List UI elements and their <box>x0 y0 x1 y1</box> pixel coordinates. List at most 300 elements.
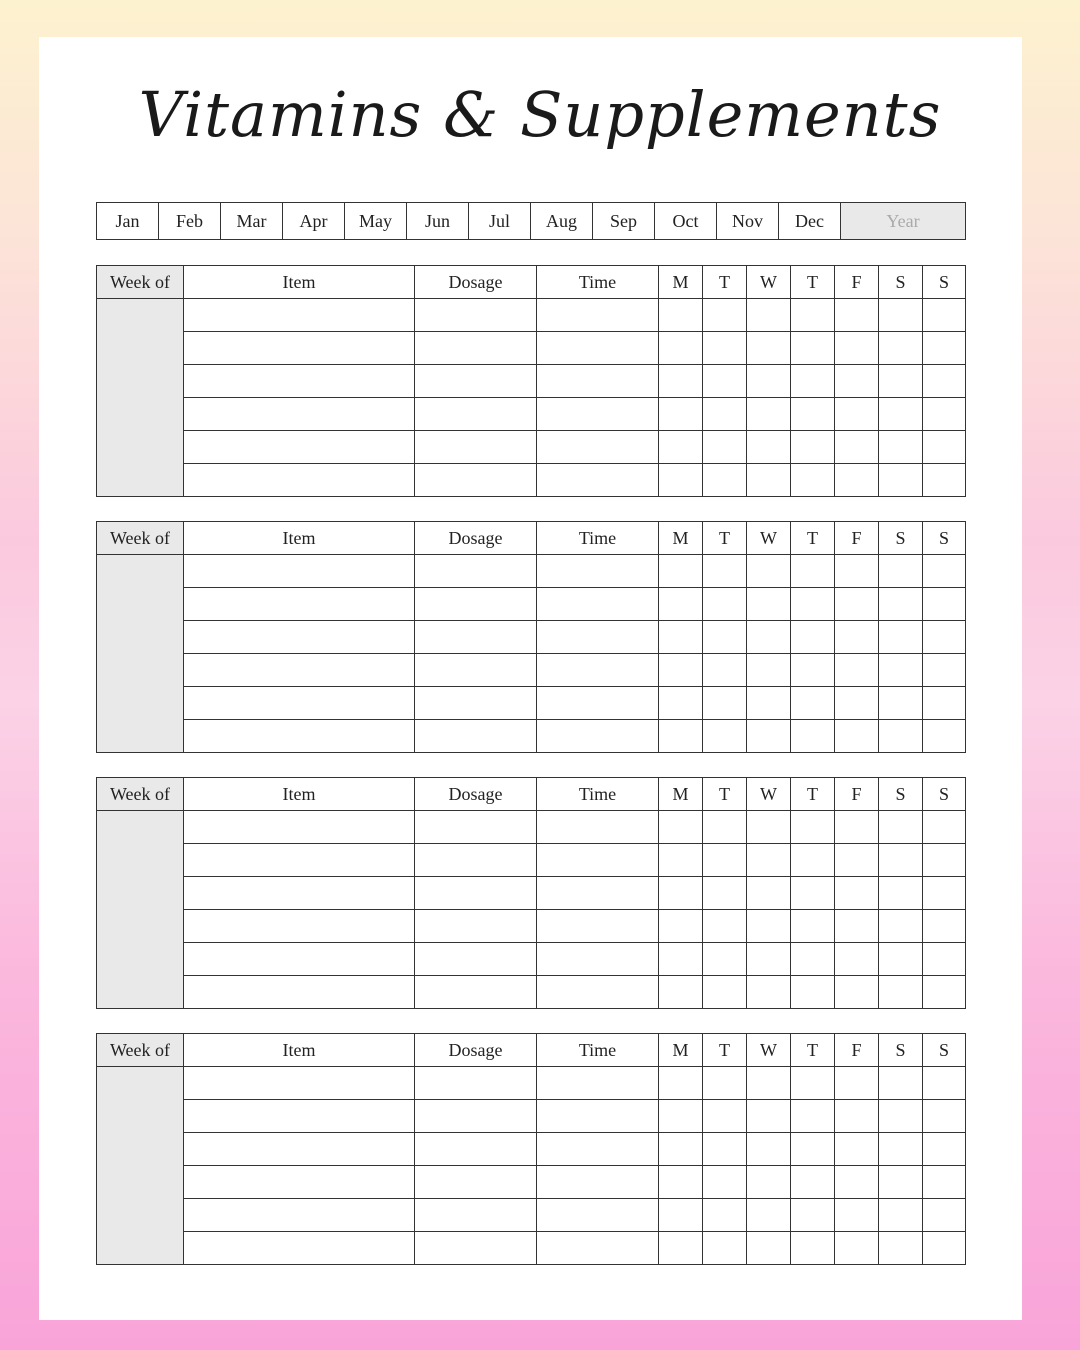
friday-check-cell[interactable] <box>835 910 879 943</box>
friday-check-cell[interactable] <box>835 844 879 877</box>
thursday-header: T <box>791 778 835 811</box>
table-row <box>97 621 966 654</box>
sunday-check-cell[interactable] <box>923 1133 966 1166</box>
dosage-cell[interactable] <box>415 943 537 976</box>
monday-check-cell[interactable] <box>659 943 703 976</box>
friday-check-cell[interactable] <box>835 687 879 720</box>
saturday-header: S <box>879 522 923 555</box>
time-cell[interactable] <box>537 431 659 464</box>
sunday-check-cell[interactable] <box>923 332 966 365</box>
saturday-check-cell[interactable] <box>879 431 923 464</box>
time-cell[interactable] <box>537 1166 659 1199</box>
thursday-check-cell[interactable] <box>791 431 835 464</box>
dosage-cell[interactable] <box>415 687 537 720</box>
monday-header: M <box>659 1034 703 1067</box>
time-cell[interactable] <box>537 877 659 910</box>
item-cell[interactable] <box>184 1232 415 1265</box>
saturday-check-cell[interactable] <box>879 365 923 398</box>
dosage-cell[interactable] <box>415 332 537 365</box>
monday-check-cell[interactable] <box>659 332 703 365</box>
table-row <box>97 398 966 431</box>
item-cell[interactable] <box>184 910 415 943</box>
monday-check-cell[interactable] <box>659 654 703 687</box>
monday-check-cell[interactable] <box>659 1166 703 1199</box>
week-of-field[interactable] <box>97 1067 184 1265</box>
monday-check-cell[interactable] <box>659 398 703 431</box>
thursday-check-cell[interactable] <box>791 555 835 588</box>
saturday-check-cell[interactable] <box>879 1133 923 1166</box>
time-cell[interactable] <box>537 1133 659 1166</box>
friday-header: F <box>835 522 879 555</box>
item-cell[interactable] <box>184 299 415 332</box>
friday-check-cell[interactable] <box>835 1199 879 1232</box>
sunday-check-cell[interactable] <box>923 910 966 943</box>
saturday-check-cell[interactable] <box>879 1232 923 1265</box>
month-aug[interactable]: Aug <box>531 203 593 240</box>
dosage-cell[interactable] <box>415 1133 537 1166</box>
monday-check-cell[interactable] <box>659 811 703 844</box>
thursday-check-cell[interactable] <box>791 1232 835 1265</box>
monday-check-cell[interactable] <box>659 1067 703 1100</box>
time-cell[interactable] <box>537 1067 659 1100</box>
saturday-check-cell[interactable] <box>879 910 923 943</box>
thursday-check-cell[interactable] <box>791 588 835 621</box>
sunday-check-cell[interactable] <box>923 943 966 976</box>
dosage-cell[interactable] <box>415 811 537 844</box>
thursday-check-cell[interactable] <box>791 877 835 910</box>
time-cell[interactable] <box>537 654 659 687</box>
friday-check-cell[interactable] <box>835 720 879 753</box>
item-cell[interactable] <box>184 877 415 910</box>
saturday-header: S <box>879 778 923 811</box>
thursday-check-cell[interactable] <box>791 943 835 976</box>
item-cell[interactable] <box>184 555 415 588</box>
week-of-header: Week of <box>97 522 184 555</box>
saturday-check-cell[interactable] <box>879 299 923 332</box>
sunday-check-cell[interactable] <box>923 654 966 687</box>
tuesday-check-cell[interactable] <box>703 811 747 844</box>
month-feb[interactable]: Feb <box>159 203 221 240</box>
time-header: Time <box>537 266 659 299</box>
time-cell[interactable] <box>537 588 659 621</box>
tuesday-check-cell[interactable] <box>703 687 747 720</box>
thursday-check-cell[interactable] <box>791 398 835 431</box>
item-cell[interactable] <box>184 1199 415 1232</box>
table-row <box>97 365 966 398</box>
wednesday-check-cell[interactable] <box>747 1232 791 1265</box>
item-cell[interactable] <box>184 687 415 720</box>
time-cell[interactable] <box>537 844 659 877</box>
dosage-cell[interactable] <box>415 398 537 431</box>
sunday-check-cell[interactable] <box>923 398 966 431</box>
saturday-check-cell[interactable] <box>879 1100 923 1133</box>
item-cell[interactable] <box>184 588 415 621</box>
sunday-check-cell[interactable] <box>923 687 966 720</box>
saturday-check-cell[interactable] <box>879 943 923 976</box>
monday-header: M <box>659 266 703 299</box>
friday-check-cell[interactable] <box>835 464 879 497</box>
monday-check-cell[interactable] <box>659 687 703 720</box>
thursday-check-cell[interactable] <box>791 464 835 497</box>
dosage-cell[interactable] <box>415 1067 537 1100</box>
monday-check-cell[interactable] <box>659 588 703 621</box>
sunday-check-cell[interactable] <box>923 588 966 621</box>
sunday-header: S <box>923 778 966 811</box>
monday-header: M <box>659 522 703 555</box>
month-dec[interactable]: Dec <box>779 203 841 240</box>
friday-check-cell[interactable] <box>835 588 879 621</box>
tuesday-check-cell[interactable] <box>703 976 747 1009</box>
time-cell[interactable] <box>537 621 659 654</box>
wednesday-check-cell[interactable] <box>747 976 791 1009</box>
tuesday-check-cell[interactable] <box>703 910 747 943</box>
sunday-header: S <box>923 1034 966 1067</box>
tuesday-check-cell[interactable] <box>703 1067 747 1100</box>
tuesday-check-cell[interactable] <box>703 877 747 910</box>
friday-check-cell[interactable] <box>835 943 879 976</box>
monday-check-cell[interactable] <box>659 365 703 398</box>
item-cell[interactable] <box>184 1067 415 1100</box>
monday-check-cell[interactable] <box>659 844 703 877</box>
dosage-cell[interactable] <box>415 365 537 398</box>
friday-check-cell[interactable] <box>835 555 879 588</box>
saturday-check-cell[interactable] <box>879 332 923 365</box>
monday-check-cell[interactable] <box>659 1100 703 1133</box>
saturday-check-cell[interactable] <box>879 1166 923 1199</box>
wednesday-check-cell[interactable] <box>747 1133 791 1166</box>
sunday-check-cell[interactable] <box>923 555 966 588</box>
wednesday-check-cell[interactable] <box>747 588 791 621</box>
table-row <box>97 431 966 464</box>
thursday-check-cell[interactable] <box>791 844 835 877</box>
sunday-check-cell[interactable] <box>923 811 966 844</box>
dosage-header: Dosage <box>415 522 537 555</box>
item-cell[interactable] <box>184 398 415 431</box>
week-of-field[interactable] <box>97 299 184 497</box>
item-cell[interactable] <box>184 332 415 365</box>
wednesday-check-cell[interactable] <box>747 910 791 943</box>
thursday-check-cell[interactable] <box>791 365 835 398</box>
thursday-check-cell[interactable] <box>791 910 835 943</box>
time-cell[interactable] <box>537 398 659 431</box>
monday-check-cell[interactable] <box>659 464 703 497</box>
wednesday-check-cell[interactable] <box>747 1067 791 1100</box>
week-of-header: Week of <box>97 266 184 299</box>
dosage-cell[interactable] <box>415 588 537 621</box>
time-cell[interactable] <box>537 720 659 753</box>
monday-check-cell[interactable] <box>659 621 703 654</box>
thursday-check-cell[interactable] <box>791 654 835 687</box>
item-cell[interactable] <box>184 844 415 877</box>
friday-check-cell[interactable] <box>835 654 879 687</box>
saturday-check-cell[interactable] <box>879 398 923 431</box>
tuesday-check-cell[interactable] <box>703 1232 747 1265</box>
week-of-field[interactable] <box>97 555 184 753</box>
tuesday-check-cell[interactable] <box>703 1199 747 1232</box>
friday-check-cell[interactable] <box>835 1100 879 1133</box>
thursday-check-cell[interactable] <box>791 687 835 720</box>
year-field[interactable]: Year <box>841 203 966 240</box>
friday-check-cell[interactable] <box>835 811 879 844</box>
wednesday-check-cell[interactable] <box>747 1100 791 1133</box>
monday-check-cell[interactable] <box>659 431 703 464</box>
time-cell[interactable] <box>537 1199 659 1232</box>
dosage-cell[interactable] <box>415 464 537 497</box>
month-oct[interactable]: Oct <box>655 203 717 240</box>
sunday-check-cell[interactable] <box>923 464 966 497</box>
tuesday-check-cell[interactable] <box>703 398 747 431</box>
item-cell[interactable] <box>184 1133 415 1166</box>
table-row <box>97 1199 966 1232</box>
month-jun[interactable]: Jun <box>407 203 469 240</box>
wednesday-check-cell[interactable] <box>747 1199 791 1232</box>
sunday-check-cell[interactable] <box>923 877 966 910</box>
wednesday-check-cell[interactable] <box>747 654 791 687</box>
tuesday-check-cell[interactable] <box>703 588 747 621</box>
sunday-check-cell[interactable] <box>923 621 966 654</box>
wednesday-check-cell[interactable] <box>747 877 791 910</box>
tuesday-check-cell[interactable] <box>703 332 747 365</box>
table-row <box>97 464 966 497</box>
monday-check-cell[interactable] <box>659 299 703 332</box>
wednesday-header: W <box>747 522 791 555</box>
tuesday-header: T <box>703 266 747 299</box>
tracker-header-row <box>97 778 966 811</box>
item-cell[interactable] <box>184 1100 415 1133</box>
dosage-cell[interactable] <box>415 1232 537 1265</box>
sunday-check-cell[interactable] <box>923 1100 966 1133</box>
thursday-check-cell[interactable] <box>791 811 835 844</box>
thursday-check-cell[interactable] <box>791 621 835 654</box>
dosage-cell[interactable] <box>415 431 537 464</box>
saturday-check-cell[interactable] <box>879 976 923 1009</box>
wednesday-check-cell[interactable] <box>747 332 791 365</box>
sunday-check-cell[interactable] <box>923 299 966 332</box>
table-row <box>97 1100 966 1133</box>
saturday-check-cell[interactable] <box>879 1067 923 1100</box>
item-cell[interactable] <box>184 720 415 753</box>
friday-check-cell[interactable] <box>835 976 879 1009</box>
item-header: Item <box>184 266 415 299</box>
tracker-table-4 <box>96 1033 966 1265</box>
item-cell[interactable] <box>184 621 415 654</box>
time-cell[interactable] <box>537 555 659 588</box>
month-selector <box>96 202 966 240</box>
item-cell[interactable] <box>184 976 415 1009</box>
dosage-cell[interactable] <box>415 910 537 943</box>
wednesday-check-cell[interactable] <box>747 431 791 464</box>
tuesday-check-cell[interactable] <box>703 1166 747 1199</box>
thursday-header: T <box>791 1034 835 1067</box>
wednesday-check-cell[interactable] <box>747 811 791 844</box>
item-cell[interactable] <box>184 431 415 464</box>
table-row <box>97 555 966 588</box>
saturday-check-cell[interactable] <box>879 811 923 844</box>
dosage-cell[interactable] <box>415 1100 537 1133</box>
table-row <box>97 943 966 976</box>
tuesday-check-cell[interactable] <box>703 299 747 332</box>
wednesday-header: W <box>747 778 791 811</box>
wednesday-check-cell[interactable] <box>747 720 791 753</box>
thursday-check-cell[interactable] <box>791 720 835 753</box>
sunday-check-cell[interactable] <box>923 1199 966 1232</box>
time-cell[interactable] <box>537 943 659 976</box>
month-nov[interactable]: Nov <box>717 203 779 240</box>
sunday-check-cell[interactable] <box>923 1166 966 1199</box>
month-may[interactable]: May <box>345 203 407 240</box>
time-cell[interactable] <box>537 910 659 943</box>
tuesday-header: T <box>703 522 747 555</box>
dosage-cell[interactable] <box>415 621 537 654</box>
time-cell[interactable] <box>537 332 659 365</box>
thursday-check-cell[interactable] <box>791 1100 835 1133</box>
saturday-check-cell[interactable] <box>879 654 923 687</box>
month-jan[interactable]: Jan <box>97 203 159 240</box>
monday-check-cell[interactable] <box>659 1133 703 1166</box>
wednesday-check-cell[interactable] <box>747 844 791 877</box>
wednesday-check-cell[interactable] <box>747 943 791 976</box>
sunday-check-cell[interactable] <box>923 1067 966 1100</box>
time-cell[interactable] <box>537 299 659 332</box>
item-cell[interactable] <box>184 811 415 844</box>
saturday-check-cell[interactable] <box>879 1199 923 1232</box>
monday-check-cell[interactable] <box>659 976 703 1009</box>
wednesday-check-cell[interactable] <box>747 365 791 398</box>
table-row <box>97 1067 966 1100</box>
friday-check-cell[interactable] <box>835 398 879 431</box>
tuesday-check-cell[interactable] <box>703 1100 747 1133</box>
time-cell[interactable] <box>537 1100 659 1133</box>
tuesday-check-cell[interactable] <box>703 943 747 976</box>
dosage-cell[interactable] <box>415 1199 537 1232</box>
thursday-check-cell[interactable] <box>791 976 835 1009</box>
wednesday-check-cell[interactable] <box>747 299 791 332</box>
table-row <box>97 687 966 720</box>
monday-check-cell[interactable] <box>659 555 703 588</box>
tracker-header-row <box>97 1034 966 1067</box>
sunday-check-cell[interactable] <box>923 431 966 464</box>
monday-check-cell[interactable] <box>659 877 703 910</box>
thursday-check-cell[interactable] <box>791 299 835 332</box>
monday-check-cell[interactable] <box>659 910 703 943</box>
tuesday-check-cell[interactable] <box>703 1133 747 1166</box>
friday-check-cell[interactable] <box>835 1067 879 1100</box>
item-header: Item <box>184 522 415 555</box>
tuesday-check-cell[interactable] <box>703 720 747 753</box>
saturday-check-cell[interactable] <box>879 720 923 753</box>
sunday-check-cell[interactable] <box>923 844 966 877</box>
item-cell[interactable] <box>184 943 415 976</box>
monday-check-cell[interactable] <box>659 1199 703 1232</box>
thursday-check-cell[interactable] <box>791 332 835 365</box>
wednesday-check-cell[interactable] <box>747 621 791 654</box>
sunday-check-cell[interactable] <box>923 976 966 1009</box>
week-of-header: Week of <box>97 778 184 811</box>
saturday-check-cell[interactable] <box>879 588 923 621</box>
week-of-field[interactable] <box>97 811 184 1009</box>
thursday-check-cell[interactable] <box>791 1199 835 1232</box>
friday-check-cell[interactable] <box>835 1133 879 1166</box>
friday-check-cell[interactable] <box>835 299 879 332</box>
dosage-cell[interactable] <box>415 555 537 588</box>
saturday-check-cell[interactable] <box>879 464 923 497</box>
wednesday-check-cell[interactable] <box>747 1166 791 1199</box>
tracker-header-row <box>97 266 966 299</box>
tuesday-check-cell[interactable] <box>703 431 747 464</box>
month-jul[interactable]: Jul <box>469 203 531 240</box>
dosage-cell[interactable] <box>415 1166 537 1199</box>
sunday-check-cell[interactable] <box>923 1232 966 1265</box>
friday-check-cell[interactable] <box>835 332 879 365</box>
wednesday-check-cell[interactable] <box>747 398 791 431</box>
table-row <box>97 910 966 943</box>
month-mar[interactable]: Mar <box>221 203 283 240</box>
tuesday-check-cell[interactable] <box>703 844 747 877</box>
time-cell[interactable] <box>537 976 659 1009</box>
month-apr[interactable]: Apr <box>283 203 345 240</box>
friday-header: F <box>835 1034 879 1067</box>
time-cell[interactable] <box>537 464 659 497</box>
saturday-check-cell[interactable] <box>879 844 923 877</box>
dosage-cell[interactable] <box>415 720 537 753</box>
time-cell[interactable] <box>537 811 659 844</box>
time-cell[interactable] <box>537 687 659 720</box>
dosage-cell[interactable] <box>415 299 537 332</box>
saturday-check-cell[interactable] <box>879 877 923 910</box>
friday-check-cell[interactable] <box>835 621 879 654</box>
tracker-table-2 <box>96 521 966 753</box>
dosage-cell[interactable] <box>415 654 537 687</box>
thursday-check-cell[interactable] <box>791 1067 835 1100</box>
friday-check-cell[interactable] <box>835 431 879 464</box>
month-sep[interactable]: Sep <box>593 203 655 240</box>
friday-check-cell[interactable] <box>835 877 879 910</box>
friday-check-cell[interactable] <box>835 365 879 398</box>
monday-check-cell[interactable] <box>659 720 703 753</box>
friday-check-cell[interactable] <box>835 1166 879 1199</box>
dosage-header: Dosage <box>415 266 537 299</box>
thursday-check-cell[interactable] <box>791 1133 835 1166</box>
tuesday-check-cell[interactable] <box>703 555 747 588</box>
item-cell[interactable] <box>184 464 415 497</box>
sunday-check-cell[interactable] <box>923 365 966 398</box>
item-cell[interactable] <box>184 365 415 398</box>
sunday-check-cell[interactable] <box>923 720 966 753</box>
tuesday-check-cell[interactable] <box>703 464 747 497</box>
wednesday-check-cell[interactable] <box>747 687 791 720</box>
tuesday-check-cell[interactable] <box>703 365 747 398</box>
dosage-header: Dosage <box>415 778 537 811</box>
item-cell[interactable] <box>184 654 415 687</box>
wednesday-check-cell[interactable] <box>747 464 791 497</box>
saturday-check-cell[interactable] <box>879 687 923 720</box>
thursday-check-cell[interactable] <box>791 1166 835 1199</box>
friday-check-cell[interactable] <box>835 1232 879 1265</box>
monday-check-cell[interactable] <box>659 1232 703 1265</box>
dosage-cell[interactable] <box>415 844 537 877</box>
wednesday-check-cell[interactable] <box>747 555 791 588</box>
dosage-cell[interactable] <box>415 877 537 910</box>
dosage-cell[interactable] <box>415 976 537 1009</box>
sunday-header: S <box>923 266 966 299</box>
tuesday-check-cell[interactable] <box>703 621 747 654</box>
saturday-check-cell[interactable] <box>879 555 923 588</box>
time-cell[interactable] <box>537 1232 659 1265</box>
saturday-check-cell[interactable] <box>879 621 923 654</box>
tuesday-check-cell[interactable] <box>703 654 747 687</box>
time-cell[interactable] <box>537 365 659 398</box>
item-cell[interactable] <box>184 1166 415 1199</box>
